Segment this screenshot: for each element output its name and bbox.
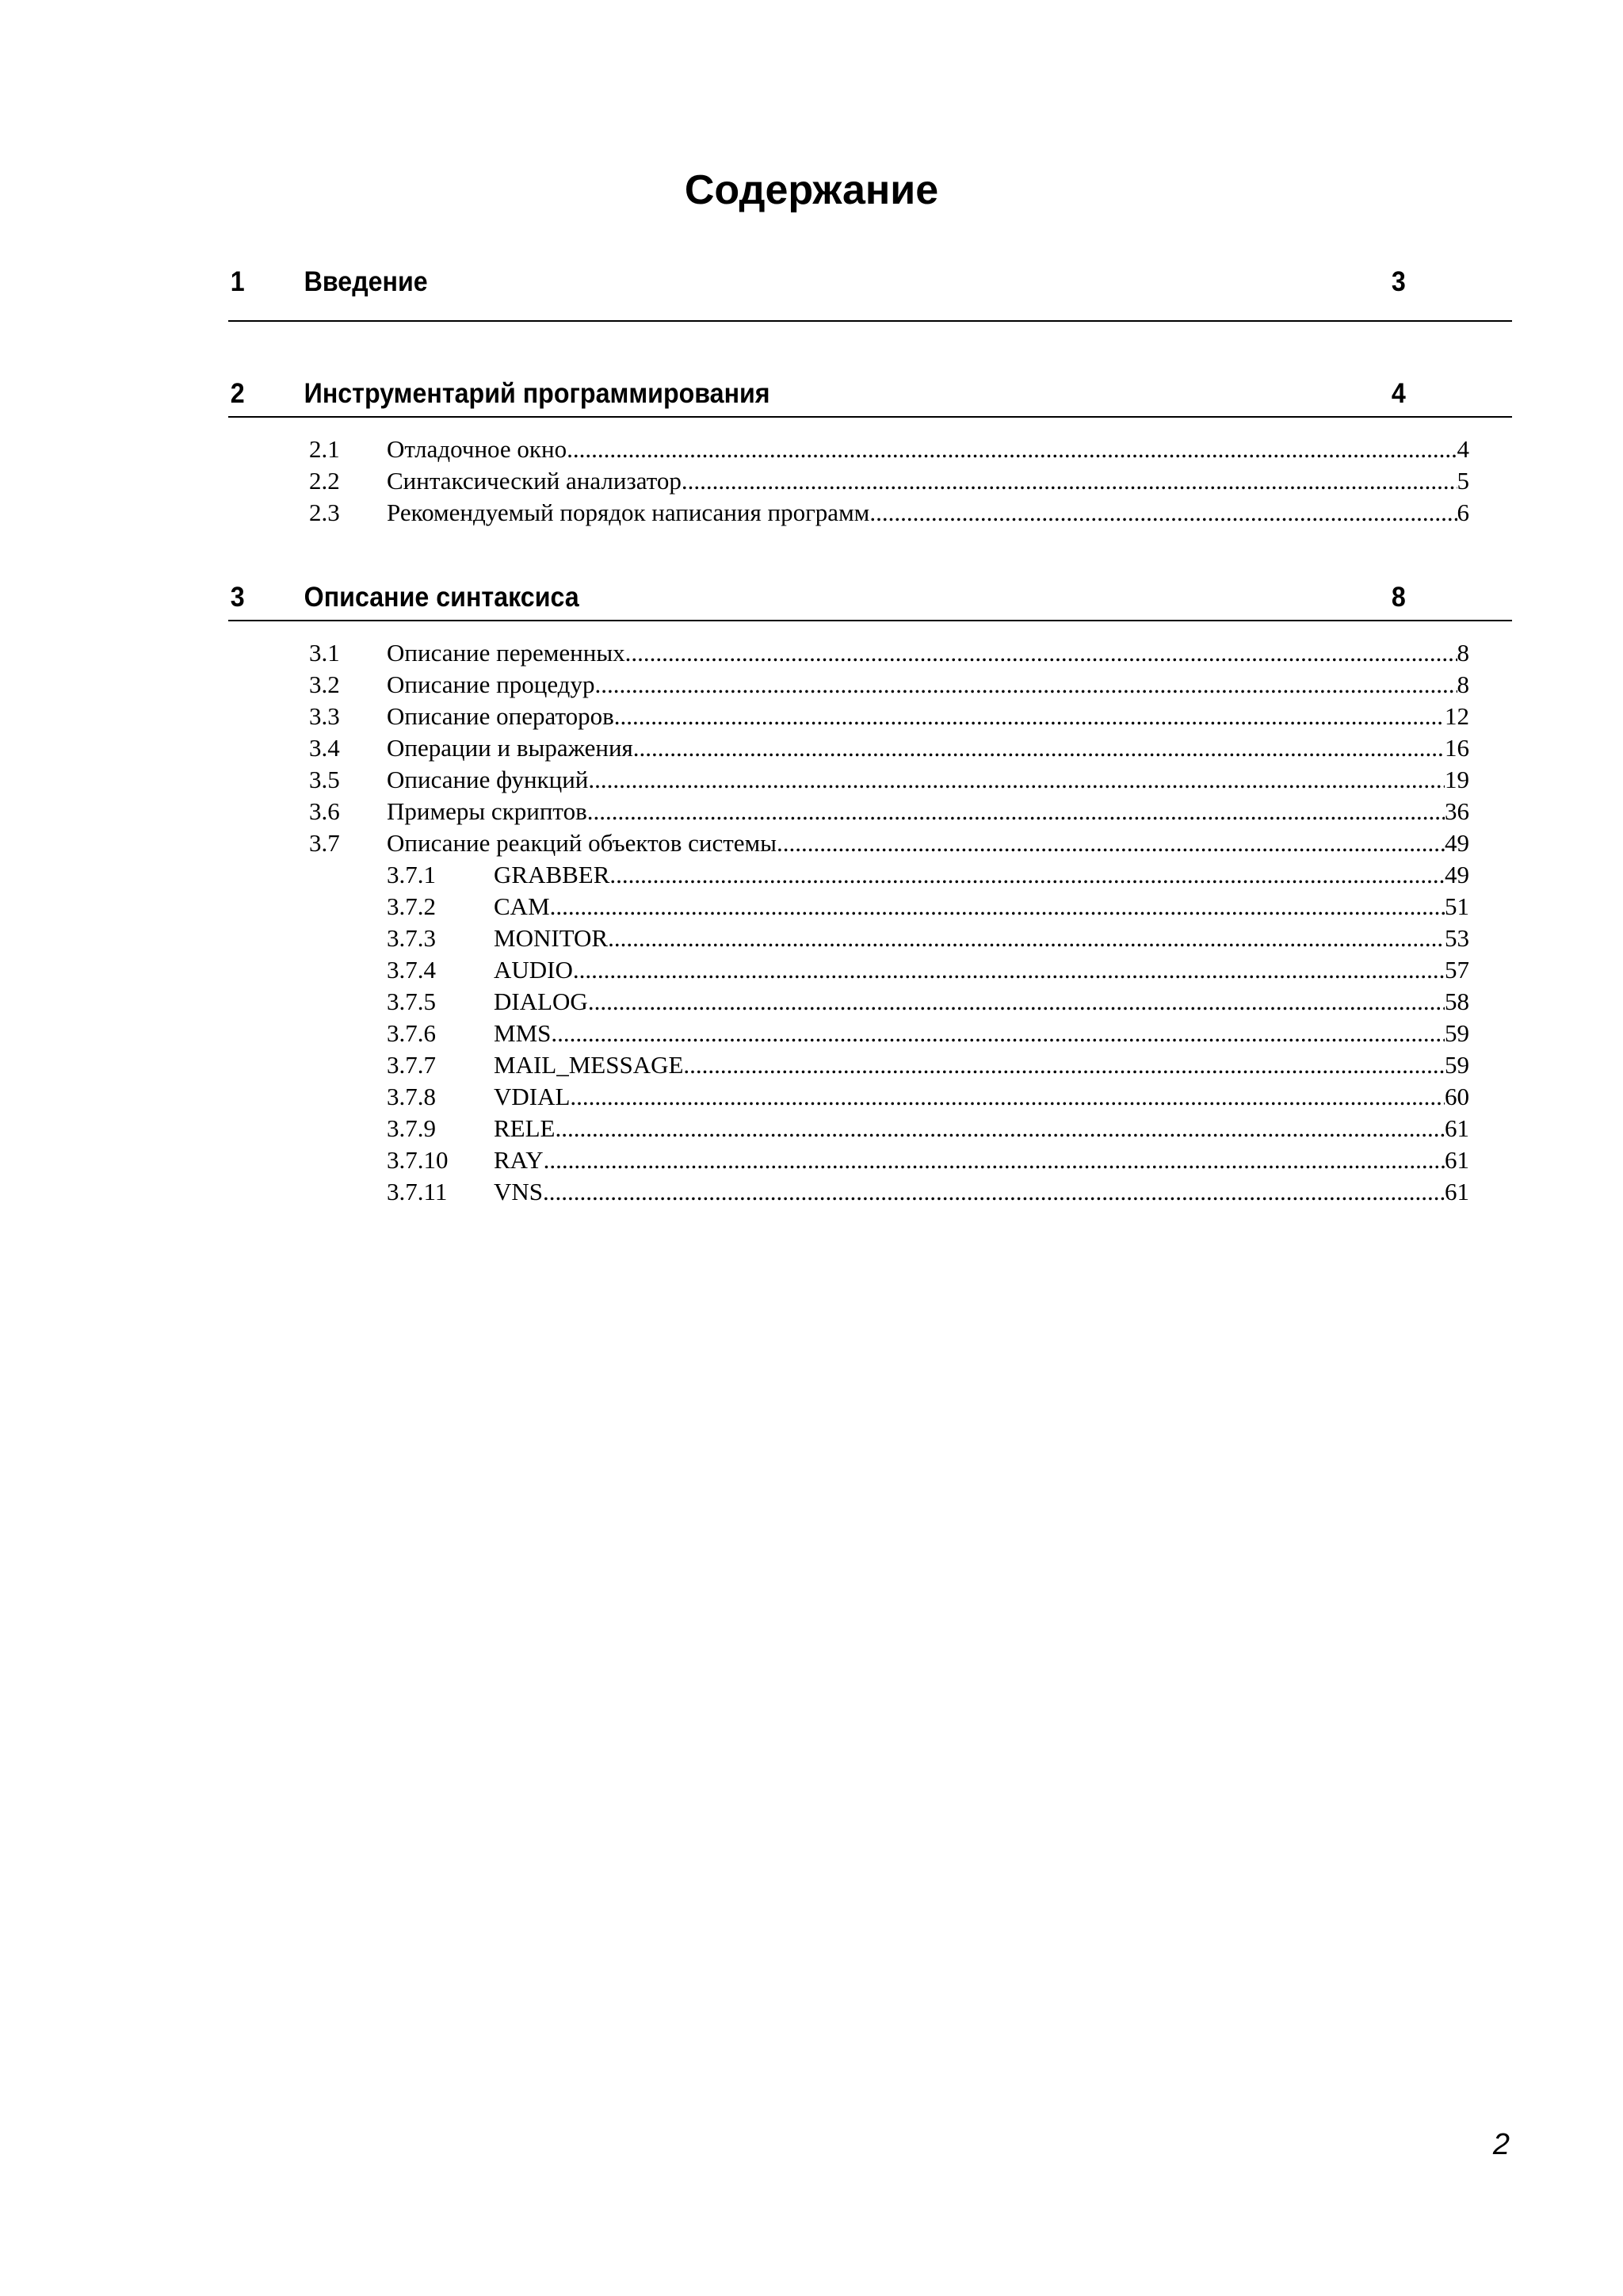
- entry-page: 36: [1445, 797, 1469, 825]
- entry-number: 3.7.6: [387, 1019, 436, 1047]
- toc-chapter-1[interactable]: [228, 263, 1406, 311]
- toc-subentry[interactable]: [387, 1144, 1469, 1176]
- entry-number: 3.7.3: [387, 924, 436, 952]
- toc-subentry[interactable]: [387, 1113, 1469, 1144]
- dot-leader: [777, 827, 1445, 859]
- dot-leader: [614, 701, 1445, 732]
- toc-chapter-2[interactable]: [228, 375, 1406, 422]
- entry-number: 3.7.8: [387, 1083, 436, 1110]
- entry-page: 58: [1445, 988, 1469, 1015]
- toc-subentry[interactable]: [387, 1176, 1469, 1208]
- toc-entry[interactable]: [309, 796, 1469, 827]
- toc-subentry[interactable]: [387, 891, 1469, 923]
- entry-label: Рекомендуемый порядок написания программ: [387, 499, 870, 526]
- toc-entry[interactable]: [309, 637, 1469, 669]
- toc-entry[interactable]: [309, 669, 1469, 701]
- entry-number: 3.7.11: [387, 1178, 448, 1205]
- entry-page: 8: [1457, 670, 1469, 698]
- entry-label: Синтаксический анализатор: [387, 467, 682, 495]
- entry-number: 2.1: [309, 435, 340, 463]
- dot-leader: [570, 1081, 1445, 1113]
- entry-page: 59: [1445, 1051, 1469, 1079]
- entry-number: 3.6: [309, 797, 340, 825]
- chapter-page: 3: [1391, 266, 1406, 297]
- chapter-page: 8: [1391, 582, 1406, 613]
- chapter-title: Описание синтаксиса: [304, 582, 579, 613]
- toc-entry[interactable]: [309, 764, 1469, 796]
- toc-entry[interactable]: [309, 732, 1469, 764]
- entry-number: 2.3: [309, 499, 340, 526]
- entry-label: MMS: [494, 1019, 552, 1047]
- entry-label: DIALOG: [494, 988, 588, 1015]
- toc-subentry[interactable]: [387, 1049, 1469, 1081]
- dot-leader: [594, 669, 1457, 701]
- entry-page: 61: [1445, 1114, 1469, 1142]
- entry-page: 49: [1445, 861, 1469, 888]
- chapter-title: Введение: [304, 266, 428, 297]
- toc-entry[interactable]: [309, 701, 1469, 732]
- entry-label: Примеры скриптов: [387, 797, 587, 825]
- toc-title: Содержание: [684, 167, 939, 213]
- entry-number: 3.5: [309, 766, 340, 793]
- entry-label: MAIL_MESSAGE: [494, 1051, 684, 1079]
- entry-label: AUDIO: [494, 956, 573, 984]
- dot-leader: [587, 796, 1445, 827]
- chapter-number: 2: [230, 378, 245, 409]
- entry-page: 8: [1457, 639, 1469, 667]
- entry-label: VNS: [494, 1178, 544, 1205]
- dot-leader: [633, 732, 1445, 764]
- dot-leader: [543, 1176, 1445, 1208]
- entry-label: Описание процедур: [387, 670, 595, 698]
- page-number: 2: [1492, 2128, 1510, 2161]
- dot-leader: [550, 891, 1445, 923]
- toc-subentry[interactable]: [387, 986, 1469, 1018]
- entry-page: 19: [1445, 766, 1469, 793]
- toc-subentry[interactable]: [387, 859, 1469, 891]
- entry-number: 2.2: [309, 467, 340, 495]
- entry-label: Описание операторов: [387, 702, 614, 730]
- chapter-number: 3: [230, 582, 245, 613]
- dot-leader: [556, 1113, 1445, 1144]
- entry-label: RAY: [494, 1146, 544, 1174]
- entry-page: 57: [1445, 956, 1469, 984]
- chapter-title: Инструментарий программирования: [304, 378, 770, 409]
- dot-leader: [608, 923, 1445, 954]
- dot-leader: [683, 1049, 1445, 1081]
- entry-page: 51: [1445, 892, 1469, 920]
- entry-label: Описание функций: [387, 766, 589, 793]
- toc-entry[interactable]: [309, 827, 1469, 859]
- entry-label: CAM: [494, 892, 550, 920]
- entry-page: 61: [1445, 1146, 1469, 1174]
- chapter-divider: [228, 320, 1512, 322]
- entry-page: 59: [1445, 1019, 1469, 1047]
- entry-number: 3.4: [309, 734, 340, 762]
- chapter-page: 4: [1391, 378, 1406, 409]
- dot-leader: [869, 497, 1457, 529]
- entry-label: Операции и выражения: [387, 734, 633, 762]
- dot-leader: [588, 764, 1445, 796]
- dot-leader: [588, 986, 1445, 1018]
- entry-page: 53: [1445, 924, 1469, 952]
- entry-page: 12: [1445, 702, 1469, 730]
- chapter-divider: [228, 620, 1512, 621]
- toc-chapter-3[interactable]: [228, 579, 1406, 626]
- entry-page: 5: [1457, 467, 1469, 495]
- entry-number: 3.2: [309, 670, 340, 698]
- toc-entry[interactable]: [309, 465, 1469, 497]
- entry-page: 49: [1445, 829, 1469, 857]
- dot-leader: [682, 465, 1457, 497]
- entry-number: 3.7.1: [387, 861, 436, 888]
- entry-number: 3.1: [309, 639, 340, 667]
- entry-label: RELE: [494, 1114, 556, 1142]
- entry-page: 61: [1445, 1178, 1469, 1205]
- entry-number: 3.7.2: [387, 892, 436, 920]
- toc-subentry[interactable]: [387, 954, 1469, 986]
- entry-number: 3.7.5: [387, 988, 436, 1015]
- dot-leader: [551, 1018, 1445, 1049]
- toc-subentry[interactable]: [387, 1018, 1469, 1049]
- dot-leader: [625, 637, 1457, 669]
- entry-label: Описание реакций объектов системы: [387, 829, 777, 857]
- entry-label: Описание переменных: [387, 639, 625, 667]
- toc-entry[interactable]: [309, 434, 1469, 465]
- entry-number: 3.7.4: [387, 956, 436, 984]
- dot-leader: [567, 434, 1457, 465]
- toc-subentry[interactable]: [387, 1081, 1469, 1113]
- toc-entry[interactable]: [309, 497, 1469, 529]
- entry-page: 6: [1457, 499, 1469, 526]
- toc-subentry[interactable]: [387, 923, 1469, 954]
- entry-page: 16: [1445, 734, 1469, 762]
- dot-leader: [544, 1144, 1445, 1176]
- entry-page: 4: [1457, 435, 1469, 463]
- entry-number: 3.7.10: [387, 1146, 449, 1174]
- chapter-number: 1: [230, 266, 245, 297]
- entry-number: 3.7: [309, 829, 340, 857]
- entry-page: 60: [1445, 1083, 1469, 1110]
- dot-leader: [573, 954, 1445, 986]
- entry-number: 3.3: [309, 702, 340, 730]
- entry-number: 3.7.7: [387, 1051, 436, 1079]
- chapter-divider: [228, 416, 1512, 418]
- entry-label: VDIAL: [494, 1083, 571, 1110]
- entry-label: MONITOR: [494, 924, 609, 952]
- entry-number: 3.7.9: [387, 1114, 436, 1142]
- entry-label: Отладочное окно: [387, 435, 567, 463]
- dot-leader: [609, 859, 1445, 891]
- entry-label: GRABBER: [494, 861, 610, 888]
